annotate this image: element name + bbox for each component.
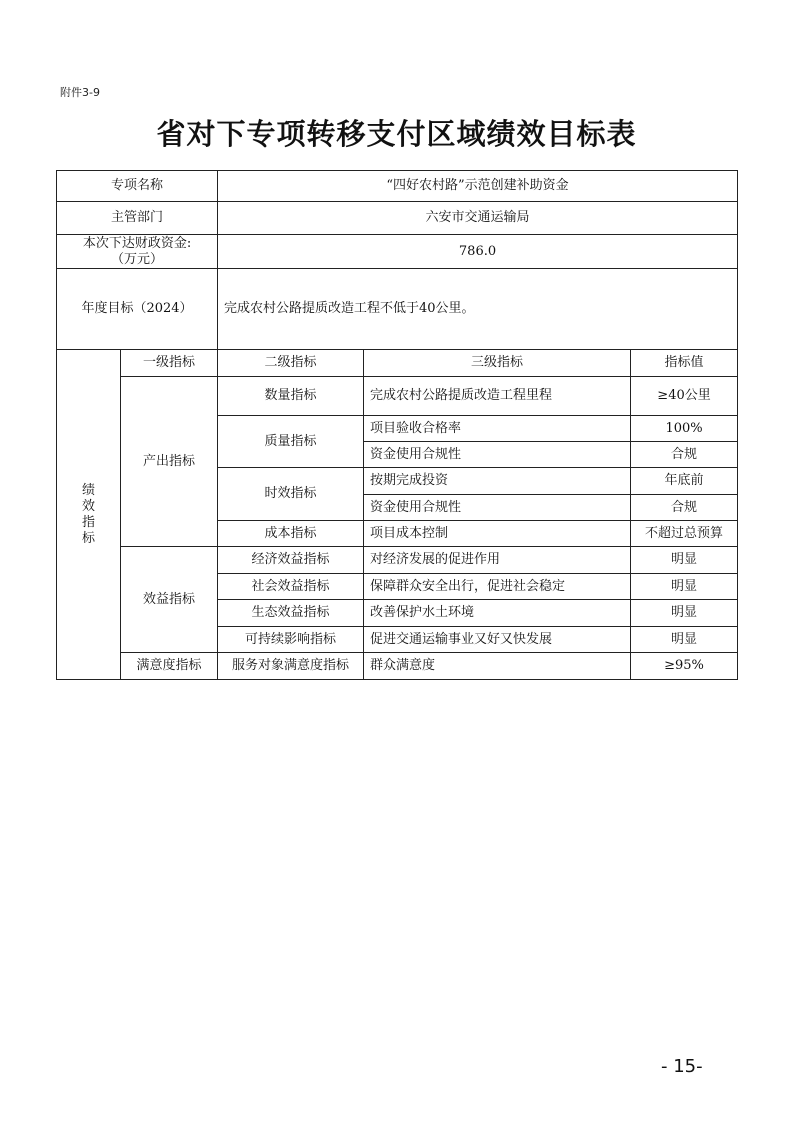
level3-cell: 项目成本控制 [364, 521, 631, 547]
performance-target-table [56, 170, 738, 680]
level3-cell: 对经济发展的促进作用 [364, 547, 631, 574]
row-dept [57, 202, 738, 235]
level2-sustainable: 可持续影响指标 [218, 627, 364, 653]
funds-label-line2: （万元） [111, 251, 164, 267]
value-cell: 明显 [631, 627, 738, 653]
group-benefit: 效益指标 [121, 547, 218, 653]
perf-label-char: 绩 [81, 482, 95, 498]
level3-cell: 保障群众安全出行，促进社会稳定 [364, 574, 631, 600]
level2-economic: 经济效益指标 [218, 547, 364, 574]
value-cell: 年底前 [631, 468, 738, 495]
header-level3: 三级指标 [364, 350, 631, 377]
value-cell: ≥40公里 [631, 377, 738, 416]
group-satisfaction: 满意度指标 [121, 653, 218, 680]
level3-cell: 完成农村公路提质改造工程里程 [364, 377, 631, 416]
value-cell: 合规 [631, 442, 738, 468]
project-name-value: “四好农村路”示范创建补助资金 [218, 171, 738, 202]
value-cell: 100% [631, 416, 738, 442]
header-value: 指标值 [631, 350, 738, 377]
row-project-name [57, 171, 738, 202]
level3-cell: 资金使用合规性 [364, 495, 631, 521]
perf-label-char: 指 [81, 514, 95, 530]
funds-value: 786.0 [218, 235, 738, 269]
attachment-label: 附件3-9 [60, 86, 100, 99]
level2-cost: 成本指标 [218, 521, 364, 547]
row-funds [57, 235, 738, 269]
header-level1: 一级指标 [121, 350, 218, 377]
level3-cell: 改善保护水土环境 [364, 600, 631, 627]
value-cell: 明显 [631, 600, 738, 627]
page-number: - 15- [661, 1056, 703, 1077]
table-row [57, 547, 738, 574]
funds-label-line1: 本次下达财政资金: [82, 235, 192, 251]
project-name-label: 专项名称 [57, 171, 218, 202]
value-cell: ≥95% [631, 653, 738, 680]
level2-ecological: 生态效益指标 [218, 600, 364, 627]
dept-label: 主管部门 [57, 202, 218, 235]
value-cell: 不超过总预算 [631, 521, 738, 547]
header-level2: 二级指标 [218, 350, 364, 377]
funds-label [57, 235, 218, 269]
level3-cell: 群众满意度 [364, 653, 631, 680]
perf-label-char: 标 [81, 530, 95, 546]
level2-service: 服务对象满意度指标 [218, 653, 364, 680]
level2-quality: 质量指标 [218, 416, 364, 468]
table-row [57, 377, 738, 416]
level3-cell: 资金使用合规性 [364, 442, 631, 468]
level3-cell: 按期完成投资 [364, 468, 631, 495]
goal-value: 完成农村公路提质改造工程不低于40公里。 [218, 269, 738, 350]
dept-value: 六安市交通运输局 [218, 202, 738, 235]
group-output: 产出指标 [121, 377, 218, 547]
perf-label [57, 350, 121, 680]
level2-timeliness: 时效指标 [218, 468, 364, 521]
perf-label-char: 效 [81, 498, 95, 514]
value-cell: 合规 [631, 495, 738, 521]
level3-cell: 项目验收合格率 [364, 416, 631, 442]
level2-social: 社会效益指标 [218, 574, 364, 600]
value-cell: 明显 [631, 574, 738, 600]
level3-cell: 促进交通运输事业又好又快发展 [364, 627, 631, 653]
page-title: 省对下专项转移支付区域绩效目标表 [156, 117, 637, 151]
header-row [57, 350, 738, 377]
level2-quantity: 数量指标 [218, 377, 364, 416]
value-cell: 明显 [631, 547, 738, 574]
table-row [57, 653, 738, 680]
row-goal [57, 269, 738, 350]
goal-label: 年度目标（2024） [57, 269, 218, 350]
